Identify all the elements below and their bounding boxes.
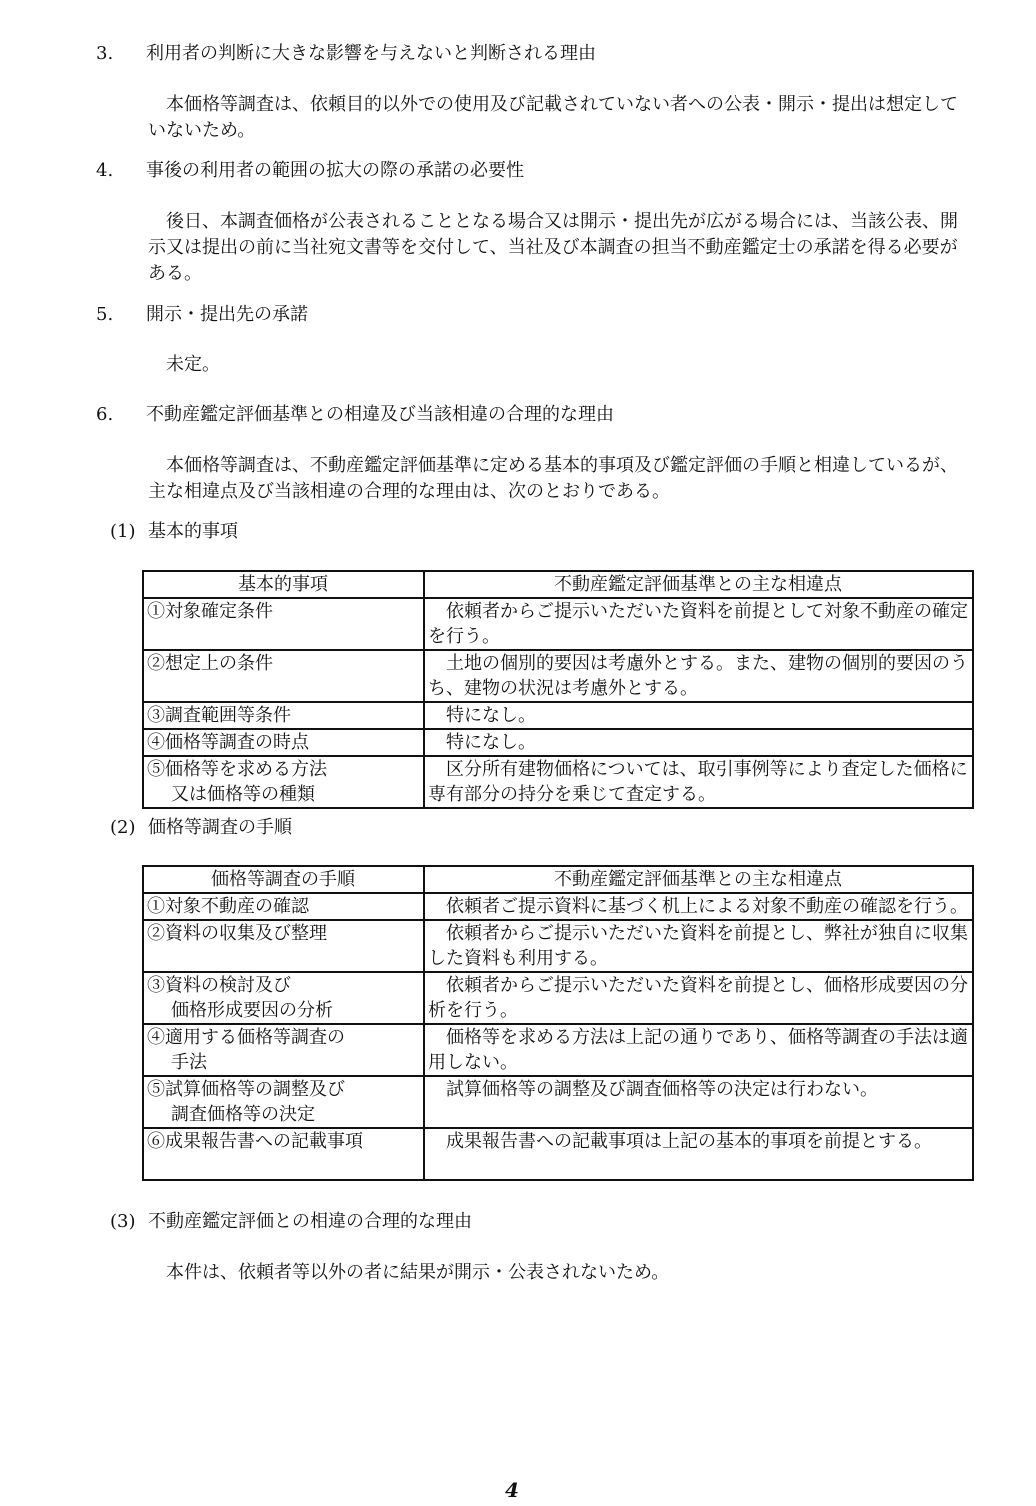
basic-items-table — [142, 570, 974, 809]
item-cell: ④価格等調査の時点 — [143, 729, 424, 756]
table-row — [143, 729, 973, 756]
table-row — [143, 893, 973, 920]
item-cell: ⑥成果報告書への記載事項 — [143, 1128, 424, 1180]
section-3-heading: 3. 利用者の判断に大きな影響を与えないと判断される理由 — [96, 43, 596, 64]
item-cell: ③資料の検討及び 価格形成要因の分析 — [143, 972, 424, 1024]
subsection-3-body: 本件は、依頼者等以外の者に結果が開示・公表されないため。 — [166, 1262, 670, 1283]
diff-cell: 価格等を求める方法は上記の通りであり、価格等調査の手法は適用しない。 — [424, 1024, 973, 1076]
diff-cell: 特になし。 — [424, 702, 973, 729]
subsection-1-heading: (1) 基本的事項 — [110, 521, 238, 542]
diff-cell: 依頼者ご提示資料に基づく机上による対象不動産の確認を行う。 — [424, 893, 973, 920]
table-row — [143, 920, 973, 972]
diff-cell: 成果報告書への記載事項は上記の基本的事項を前提とする。 — [424, 1128, 973, 1180]
item-cell: ④適用する価格等調査の 手法 — [143, 1024, 424, 1076]
table-header-cell: 不動産鑑定評価基準との主な相違点 — [424, 866, 973, 893]
diff-cell: 依頼者からご提示いただいた資料を前提として対象不動産の確定を行う。 — [424, 598, 973, 650]
table-header-row — [143, 571, 973, 598]
section-4-heading: 4. 事後の利用者の範囲の拡大の際の承諾の必要性 — [96, 160, 524, 181]
item-cell: ①対象不動産の確認 — [143, 893, 424, 920]
section-3-body: 本価格等調査は、依頼目的以外での使用及び記載されていない者への公表・開示・提出は想定していないため。 — [148, 94, 958, 141]
subsection-2-heading: (2) 価格等調査の手順 — [110, 817, 292, 838]
diff-cell: 試算価格等の調整及び調査価格等の決定は行わない。 — [424, 1076, 973, 1128]
item-cell: ①対象確定条件 — [143, 598, 424, 650]
table-header-cell: 基本的事項 — [143, 571, 424, 598]
table-row — [143, 702, 973, 729]
subsection-3-heading: (3) 不動産鑑定評価との相違の合理的な理由 — [110, 1211, 472, 1232]
section-6-body: 本価格等調査は、不動産鑑定評価基準に定める基本的事項及び鑑定評価の手順と相違しているが、主な相違点及び当該相違の合理的な理由は、次のとおりである。 — [148, 455, 958, 502]
item-cell: ③調査範囲等条件 — [143, 702, 424, 729]
table-header-cell: 不動産鑑定評価基準との主な相違点 — [424, 571, 973, 598]
table-header-cell: 価格等調査の手順 — [143, 866, 424, 893]
section-5-body: 未定。 — [166, 354, 220, 375]
item-cell: ⑤価格等を求める方法 又は価格等の種類 — [143, 756, 424, 808]
table-header-row — [143, 866, 973, 893]
page-number: 4 — [505, 1478, 519, 1502]
procedure-table — [142, 865, 974, 1181]
table-row — [143, 756, 973, 808]
item-cell: ⑤試算価格等の調整及び 調査価格等の決定 — [143, 1076, 424, 1128]
section-4-body: 後日、本調査価格が公表されることとなる場合又は開示・提出先が広がる場合には、当該公表、開示又は提出の前に当社宛文書等を交付して、当社及び本調査の担当不動産鑑定士の承諾を得る必要がある。 — [148, 211, 958, 284]
section-5-heading: 5. 開示・提出先の承諾 — [96, 304, 308, 325]
diff-cell: 特になし。 — [424, 729, 973, 756]
table-row — [143, 650, 973, 702]
table-row — [143, 1076, 973, 1128]
table-row — [143, 1024, 973, 1076]
diff-cell: 区分所有建物価格については、取引事例等により査定した価格に専有部分の持分を乗じて査定する。 — [424, 756, 973, 808]
section-6-heading: 6. 不動産鑑定評価基準との相違及び当該相違の合理的な理由 — [96, 404, 614, 425]
item-cell: ②想定上の条件 — [143, 650, 424, 702]
table-row — [143, 972, 973, 1024]
table-row — [143, 1128, 973, 1180]
diff-cell: 依頼者からご提示いただいた資料を前提とし、価格形成要因の分析を行う。 — [424, 972, 973, 1024]
diff-cell: 土地の個別的要因は考慮外とする。また、建物の個別的要因のうち、建物の状況は考慮外とする。 — [424, 650, 973, 702]
diff-cell: 依頼者からご提示いただいた資料を前提とし、弊社が独自に収集した資料も利用する。 — [424, 920, 973, 972]
item-cell: ②資料の収集及び整理 — [143, 920, 424, 972]
table-row — [143, 598, 973, 650]
